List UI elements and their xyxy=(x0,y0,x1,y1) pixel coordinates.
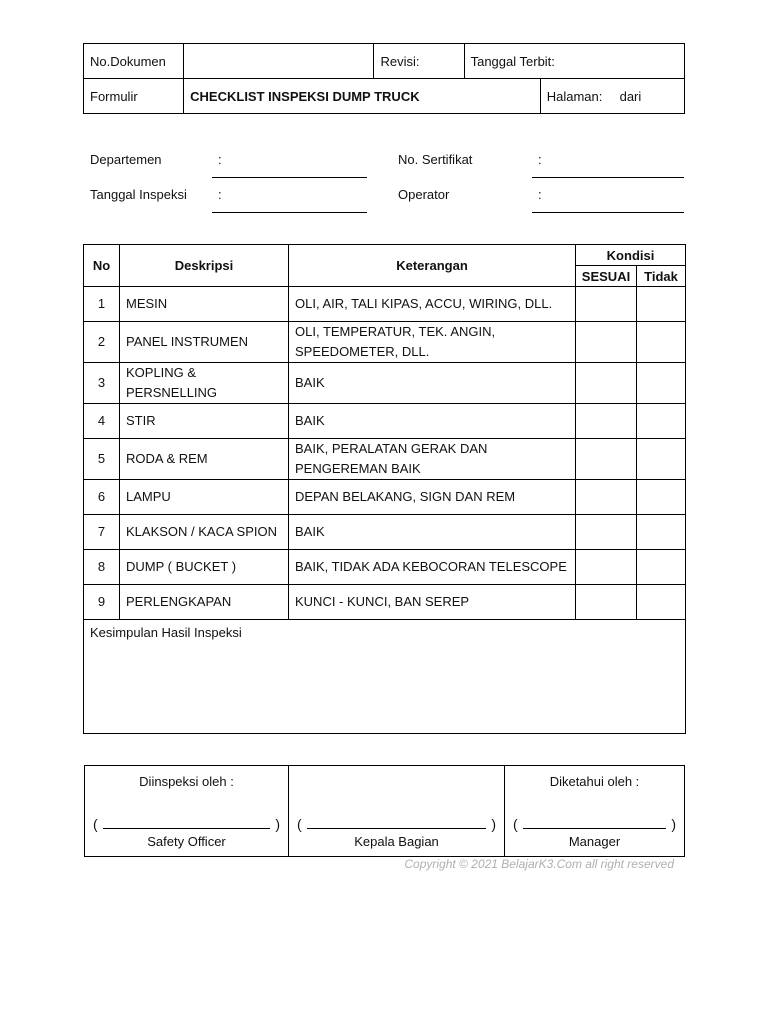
acknowledged-by-label: Diketahui oleh : xyxy=(549,774,640,789)
table-row xyxy=(84,363,686,404)
header-remarks: Keterangan xyxy=(289,245,576,287)
row-no: 5 xyxy=(84,439,120,480)
row-no: 2 xyxy=(84,322,120,363)
row-ok-checkbox[interactable] xyxy=(576,287,637,322)
row-remarks: BAIK xyxy=(289,363,576,404)
row-ok-checkbox[interactable] xyxy=(576,550,637,585)
row-not-ok-checkbox[interactable] xyxy=(637,404,686,439)
table-row xyxy=(84,550,686,585)
table-row xyxy=(84,287,686,322)
row-remarks: KUNCI - KUNCI, BAN SEREP xyxy=(289,585,576,620)
row-description: PANEL INSTRUMEN xyxy=(120,322,289,363)
row-no: 4 xyxy=(84,404,120,439)
doc-no-label: No.Dokumen xyxy=(84,44,184,79)
signature-line[interactable]: ( ) xyxy=(93,816,280,832)
row-ok-checkbox[interactable] xyxy=(576,363,637,404)
row-not-ok-checkbox[interactable] xyxy=(637,550,686,585)
row-remarks: BAIK xyxy=(289,515,576,550)
row-not-ok-checkbox[interactable] xyxy=(637,439,686,480)
form-label: Formulir xyxy=(84,79,184,114)
operator-label: Operator xyxy=(398,187,450,202)
table-row xyxy=(84,404,686,439)
row-description: KLAKSON / KACA SPION xyxy=(120,515,289,550)
row-remarks: BAIK, TIDAK ADA KEBOCORAN TELESCOPE xyxy=(289,550,576,585)
signature-line[interactable]: ( ) xyxy=(513,816,676,832)
role-safety-officer: Safety Officer xyxy=(147,834,226,849)
header-no: No xyxy=(84,245,120,287)
row-description: MESIN xyxy=(120,287,289,322)
certificate-field[interactable] xyxy=(532,177,684,178)
department-label: Departemen xyxy=(90,152,162,167)
role-department-head: Kepala Bagian xyxy=(354,834,439,849)
row-no: 9 xyxy=(84,585,120,620)
issue-date-label: Tanggal Terbit: xyxy=(464,44,684,79)
conclusion-label: Kesimpulan Hasil Inspeksi xyxy=(90,625,242,640)
form-title: CHECKLIST INSPEKSI DUMP TRUCK xyxy=(184,79,541,114)
row-not-ok-checkbox[interactable] xyxy=(637,287,686,322)
header-description: Deskripsi xyxy=(120,245,289,287)
revision-label: Revisi: xyxy=(374,44,464,79)
operator-colon: : xyxy=(538,187,542,202)
table-row xyxy=(84,515,686,550)
page-of-label: dari xyxy=(619,88,642,104)
signature-safety-officer xyxy=(85,766,289,857)
row-no: 7 xyxy=(84,515,120,550)
row-ok-checkbox[interactable] xyxy=(576,439,637,480)
row-remarks: OLI, TEMPERATUR, TEK. ANGIN, SPEEDOMETER, DLL. xyxy=(289,322,576,363)
department-field[interactable] xyxy=(212,177,367,178)
copyright-notice: Copyright © 2021 BelajarK3.Com all right reserved xyxy=(404,857,674,871)
page-label: Halaman: xyxy=(546,88,603,104)
role-manager: Manager xyxy=(568,834,621,849)
row-no: 3 xyxy=(84,363,120,404)
conclusion-box[interactable] xyxy=(84,620,686,734)
row-remarks: BAIK, PERALATAN GERAK DAN PENGEREMAN BAIK xyxy=(289,439,576,480)
row-description: PERLENGKAPAN xyxy=(120,585,289,620)
header-ok: SESUAI xyxy=(576,266,637,287)
row-description: LAMPU xyxy=(120,480,289,515)
header-condition: Kondisi xyxy=(576,245,686,266)
row-remarks: DEPAN BELAKANG, SIGN DAN REM xyxy=(289,480,576,515)
inspection-date-label: Tanggal Inspeksi xyxy=(90,187,187,202)
operator-field[interactable] xyxy=(532,212,684,213)
table-row xyxy=(84,322,686,363)
document-header-table xyxy=(83,43,685,114)
row-ok-checkbox[interactable] xyxy=(576,322,637,363)
row-no: 6 xyxy=(84,480,120,515)
header-not-ok: Tidak xyxy=(637,266,686,287)
row-no: 8 xyxy=(84,550,120,585)
row-ok-checkbox[interactable] xyxy=(576,585,637,620)
row-not-ok-checkbox[interactable] xyxy=(637,363,686,404)
row-description: STIR xyxy=(120,404,289,439)
checklist-table xyxy=(83,244,686,734)
certificate-label: No. Sertifikat xyxy=(398,152,473,167)
table-row xyxy=(84,585,686,620)
row-no: 1 xyxy=(84,287,120,322)
row-remarks: BAIK xyxy=(289,404,576,439)
signature-table xyxy=(84,765,685,857)
inspected-by-label: Diinspeksi oleh : xyxy=(139,774,234,789)
department-colon: : xyxy=(218,152,222,167)
row-remarks: OLI, AIR, TALI KIPAS, ACCU, WIRING, DLL. xyxy=(289,287,576,322)
signature-line[interactable]: ( ) xyxy=(297,816,496,832)
table-row xyxy=(84,480,686,515)
row-not-ok-checkbox[interactable] xyxy=(637,322,686,363)
signature-department-head xyxy=(289,766,505,857)
doc-no-value xyxy=(184,44,374,79)
row-not-ok-checkbox[interactable] xyxy=(637,585,686,620)
certificate-colon: : xyxy=(538,152,542,167)
signature-manager xyxy=(505,766,685,857)
row-ok-checkbox[interactable] xyxy=(576,404,637,439)
row-not-ok-checkbox[interactable] xyxy=(637,515,686,550)
page-cell xyxy=(540,79,684,114)
inspection-date-colon: : xyxy=(218,187,222,202)
row-description: RODA & REM xyxy=(120,439,289,480)
inspection-date-field[interactable] xyxy=(212,212,367,213)
row-ok-checkbox[interactable] xyxy=(576,515,637,550)
row-description: DUMP ( BUCKET ) xyxy=(120,550,289,585)
row-ok-checkbox[interactable] xyxy=(576,480,637,515)
table-row xyxy=(84,439,686,480)
row-not-ok-checkbox[interactable] xyxy=(637,480,686,515)
row-description: KOPLING & PERSNELLING xyxy=(120,363,289,404)
